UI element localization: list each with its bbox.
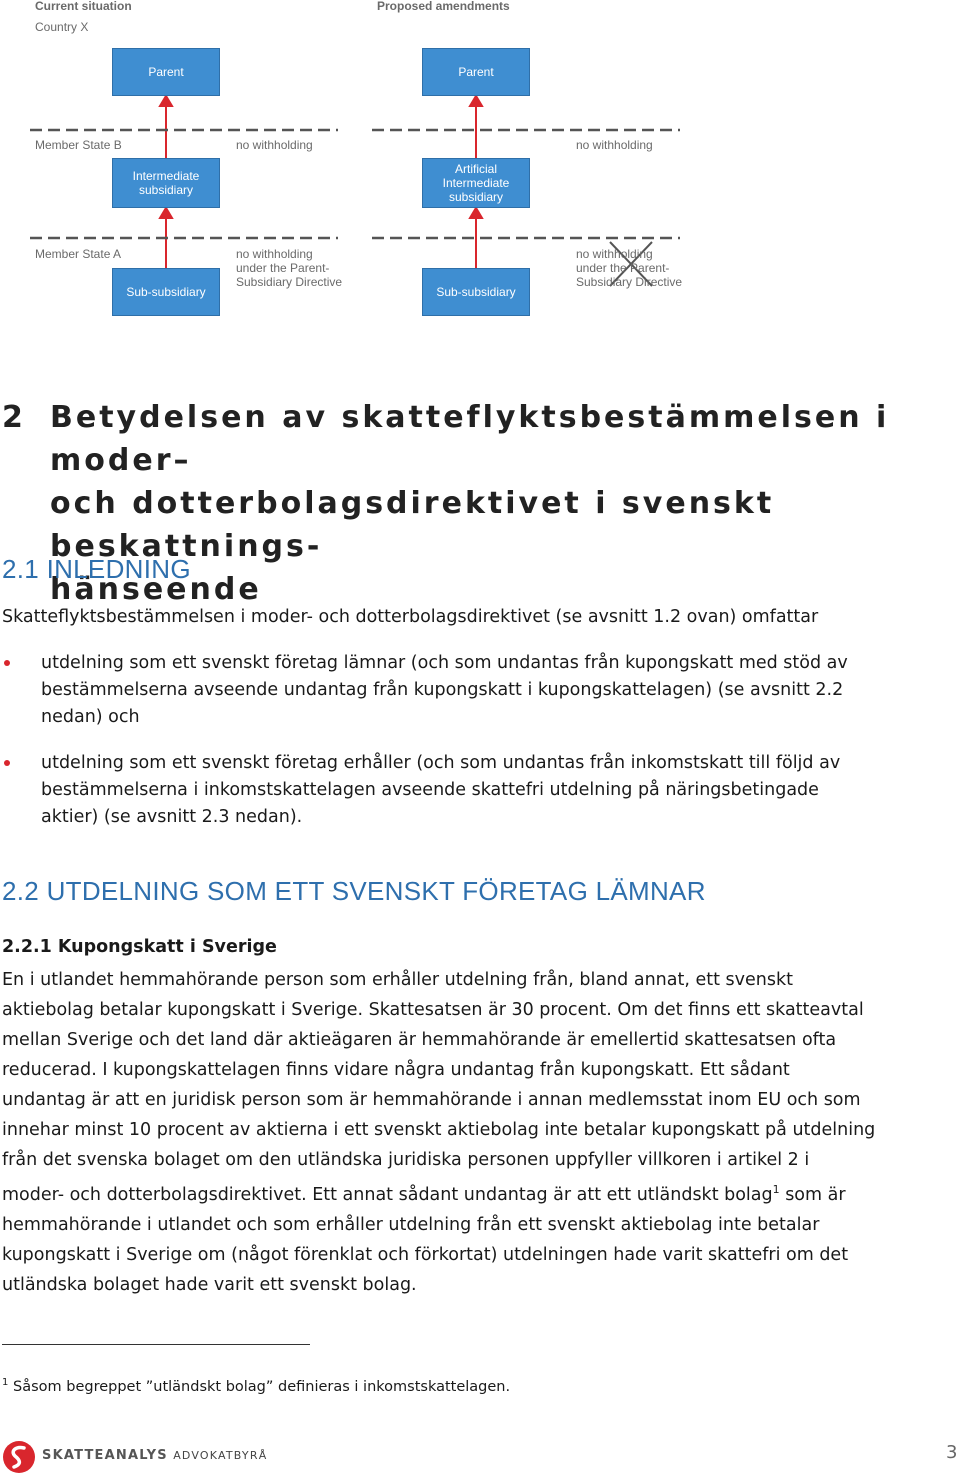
body-line-2: aktiebolag betalar kupongskatt i Sverige. Skattesatsen är 30 procent. Om det finns ett skatteavtal bbox=[2, 1000, 864, 1020]
bullet-1 bbox=[41, 650, 941, 731]
right-intermediate-line1: Artificial bbox=[454, 162, 497, 176]
skatteanalys-logo-icon bbox=[2, 1440, 36, 1474]
page-number: 3 bbox=[946, 1442, 958, 1463]
section-2-2-1-heading: 2.2.1 Kupongskatt i Sverige bbox=[2, 937, 277, 957]
left-note-line2: under the Parent- bbox=[236, 261, 330, 275]
chapter-title-line3: hänseende bbox=[50, 572, 262, 607]
body-line-4: reducerad. I kupongskattelagen finns vidare några undantag från kupongskatt. Ett sådant bbox=[2, 1060, 790, 1080]
left-intermediate-box bbox=[112, 158, 220, 208]
proposed-amendments-header: Proposed amendments bbox=[377, 0, 510, 13]
bullet-dot-2 bbox=[4, 760, 10, 766]
bullet-2 bbox=[41, 750, 941, 831]
footnote bbox=[2, 1377, 510, 1395]
bullet-2-line2: bestämmelserna i inkomstskattelagen avseende skattefri utdelning på näringsbetingade bbox=[41, 780, 819, 800]
current-situation-header: Current situation bbox=[35, 0, 132, 13]
right-intermediate-line3: subsidiary bbox=[448, 190, 504, 204]
right-intermediate-line2: Intermediate bbox=[442, 176, 510, 190]
body-line-8-text: moder- och dotterbolagsdirektivet. Ett annat sådant undantag är att ett utländskt bolag bbox=[2, 1184, 773, 1205]
bullet-2-line3: aktier) (se avsnitt 2.3 nedan). bbox=[41, 807, 303, 827]
left-no-withholding-label: no withholding bbox=[236, 138, 313, 152]
right-arrowhead-upper bbox=[470, 96, 482, 106]
bullet-1-line2: bestämmelserna avseende undantag från kupongskatt i kupongskattelagen) (se avsnitt 2.2 bbox=[41, 680, 844, 700]
footnote-marker: 1 bbox=[2, 1377, 9, 1388]
footnote-text: Såsom begreppet ”utländskt bolag” definieras i inkomstskattelagen. bbox=[12, 1378, 511, 1395]
footer-brand-suffix: ADVOKATBYRÅ bbox=[173, 1449, 268, 1462]
member-state-a-label: Member State A bbox=[35, 247, 122, 261]
left-sub-subsidiary-box: Sub-subsidiary bbox=[112, 268, 220, 316]
left-intermediate-line2: subsidiary bbox=[138, 183, 194, 197]
chapter-title-line2: och dotterbolagsdirektivet i svenskt beskattnings- bbox=[50, 486, 775, 564]
bullet-1-line3: nedan) och bbox=[41, 707, 140, 727]
left-note-line3: Subsidiary Directive bbox=[236, 275, 343, 289]
footer-brand-name: SKATTEANALYS bbox=[42, 1448, 168, 1463]
chapter-title-line1: Betydelsen av skatteflyktsbestämmelsen i moder– bbox=[50, 400, 890, 478]
body-line-10: kupongskatt i Sverige om (något förenklat och förkortat) utdelningen hade varit skattefri om det bbox=[2, 1244, 849, 1265]
right-note-line1: no withholding bbox=[576, 247, 653, 261]
right-intermediate-box bbox=[422, 158, 530, 208]
footer-brand bbox=[42, 1448, 267, 1463]
section-2-2-heading: 2.2 UTDELNING SOM ETT SVENSKT FÖRETAG LÄMNAR bbox=[2, 876, 706, 906]
chapter-number: 2 bbox=[2, 400, 26, 435]
left-arrowhead-lower bbox=[160, 208, 172, 218]
section-2-2-1-body bbox=[2, 965, 952, 1300]
section-2-1-heading: 2.1 INLEDNING bbox=[2, 554, 191, 584]
footnote-reference[interactable]: 1 bbox=[772, 1183, 780, 1196]
body-line-1: En i utlandet hemmahörande person som erhåller utdelning från, bland annat, ett svenskt bbox=[2, 970, 793, 990]
left-note-line1: no withholding bbox=[236, 247, 313, 261]
body-line-7: från det svenska bolaget om den utländska juridiska personen uppfyller villkoren i artikel 2 i bbox=[2, 1150, 810, 1170]
right-directive-note bbox=[576, 247, 682, 289]
body-line-9: hemmahörande i utlandet och som erhåller utdelning från ett svenskt aktiebolag inte betalar bbox=[2, 1214, 820, 1235]
section-2-1-intro: Skatteflyktsbestämmelsen i moder- och dotterbolagsdirektivet (se avsnitt 1.2 ovan) omfattar bbox=[2, 607, 819, 627]
footnote-divider bbox=[2, 1344, 310, 1345]
body-line-6: innehar minst 10 procent av aktierna i ett svenskt aktiebolag inte betalar kupongskatt på utdelning bbox=[2, 1120, 876, 1140]
member-state-b-label: Member State B bbox=[35, 138, 122, 152]
right-note-line2: under the Parent- bbox=[576, 261, 670, 275]
right-note-line3: Subsidiary Directive bbox=[576, 275, 683, 289]
bullet-1-line1: utdelning som ett svenskt företag lämnar (och som undantas från kupongskatt med stöd av bbox=[41, 653, 848, 673]
bullet-dot-1 bbox=[4, 660, 10, 666]
body-line-8-tail: som är bbox=[779, 1184, 846, 1205]
bullet-2-line1: utdelning som ett svenskt företag erhåller (och som undantas från inkomstskatt till följd av bbox=[41, 753, 841, 773]
right-no-withholding-label: no withholding bbox=[576, 138, 653, 152]
left-parent-box: Parent bbox=[112, 48, 220, 96]
right-parent-box: Parent bbox=[422, 48, 530, 96]
right-sub-subsidiary-box: Sub-subsidiary bbox=[422, 268, 530, 316]
left-arrowhead-upper bbox=[160, 96, 172, 106]
body-line-3: mellan Sverige och det land där aktieägaren är hemmahörande är emellertid skattesatsen ofta bbox=[2, 1030, 837, 1050]
left-intermediate-line1: Intermediate bbox=[132, 169, 200, 183]
left-directive-note bbox=[236, 247, 342, 289]
country-x-label: Country X bbox=[35, 20, 89, 34]
body-line-8 bbox=[2, 1175, 952, 1210]
right-arrowhead-lower bbox=[470, 208, 482, 218]
body-line-11: utländska bolaget hade varit ett svenskt bolag. bbox=[2, 1274, 417, 1295]
body-line-5: undantag är att en juridisk person som är hemmahörande i annan medlemsstat inom EU och som bbox=[2, 1090, 861, 1110]
